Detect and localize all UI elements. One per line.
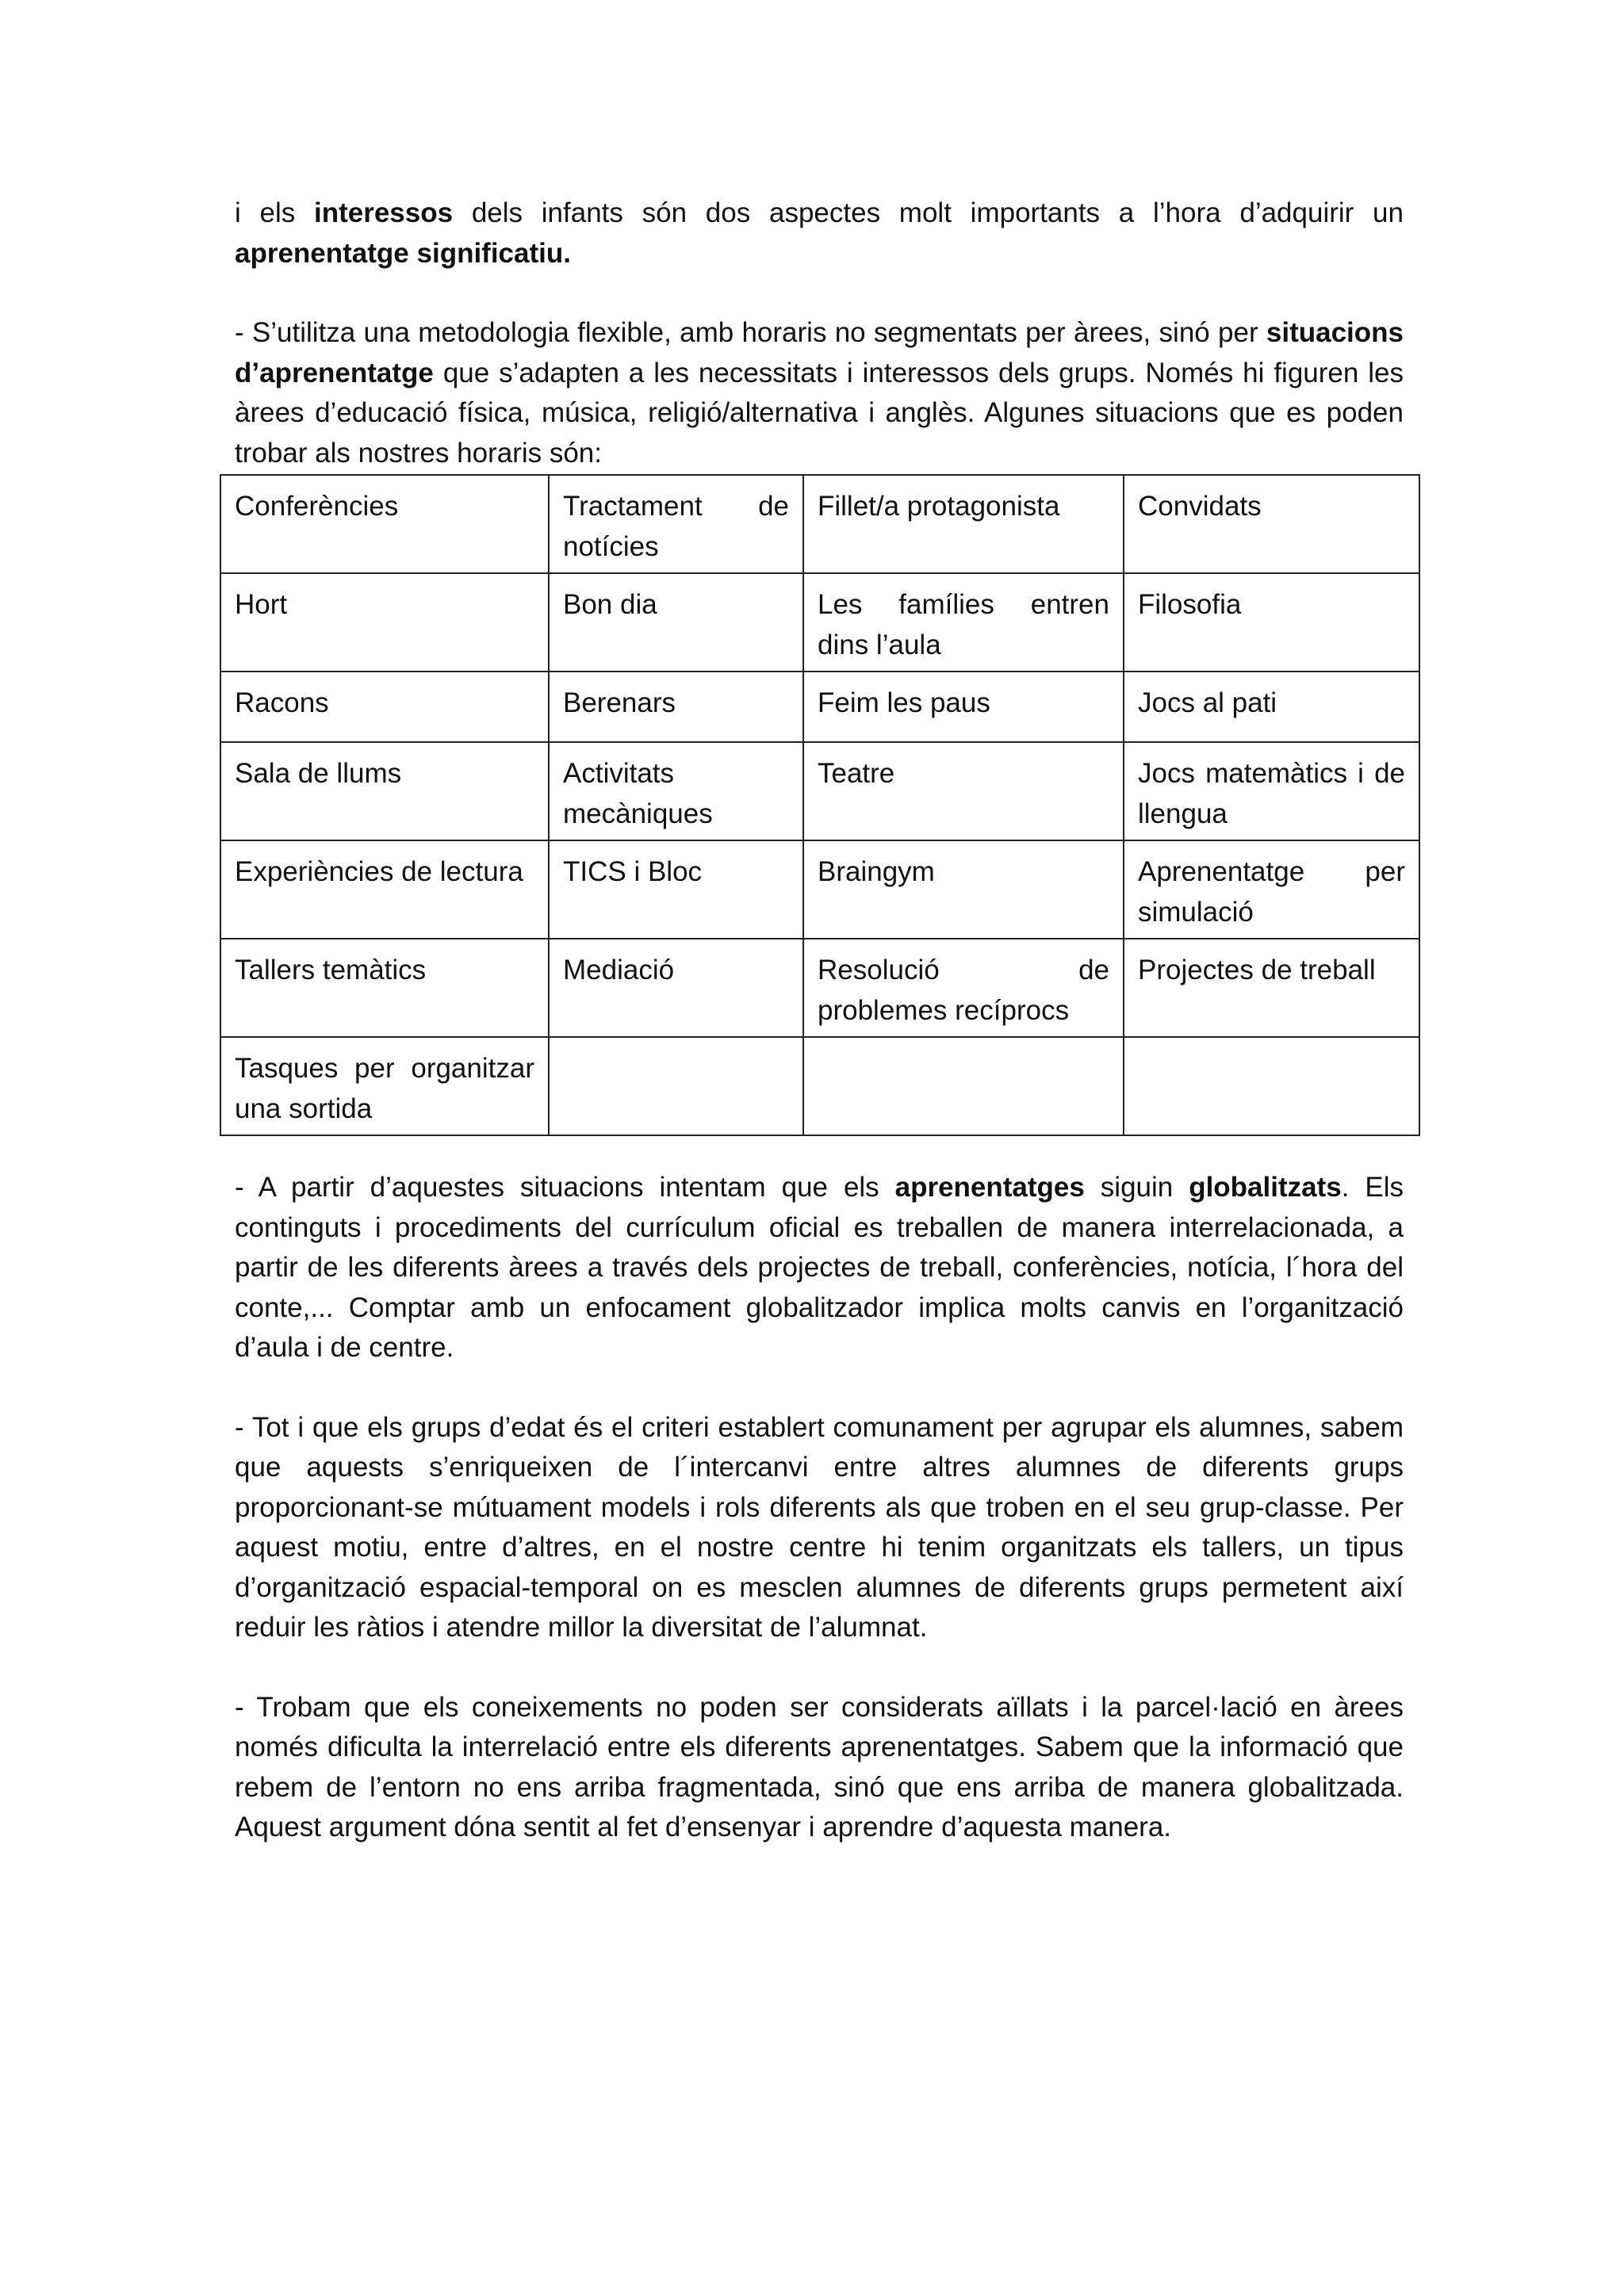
methodology-paragraph xyxy=(235,313,1404,473)
global-text-1: - A partir d’aquestes situacions intentam que els xyxy=(235,1172,895,1203)
table-cell: Sala de llums xyxy=(220,742,549,840)
table-cell: Conferències xyxy=(220,475,549,573)
groups-paragraph: - Tot i que els grups d’edat és el criteri establert comunament per agrupar els alumnes, sabem que aquests s’enriqueixen de l´intercanvi entre altres alumnes de diferents grups proporcionant-se mútuament models i rols diferents als que troben en el seu grup-classe. Per aquest motiu, entre d’altres, en el nostre centre hi tenim organitzats els tallers, un tipus d’organització espacial-temporal on es mesclen alumnes de diferents grups permetent així reduir les ràtios i atendre millor la diversitat de l’alumnat. xyxy=(235,1411,1404,1643)
table-cell: Fillet/a protagonista xyxy=(803,475,1124,573)
table-cell: Filosofia xyxy=(1124,573,1419,672)
global-text-2: siguin xyxy=(1084,1172,1189,1203)
table-cell xyxy=(1124,1037,1419,1135)
table-row xyxy=(220,1037,1419,1135)
methodology-text-1: - S’utilitza una metodologia flexible, amb horaris no segmentats per àrees, sinó per xyxy=(235,317,1266,348)
intro-bold-aprenentatge: aprenentatge significatiu. xyxy=(235,237,571,269)
intro-paragraph xyxy=(235,193,1404,274)
methodology-text-2: que s’adapten a les necessitats i interessos dels grups. Només hi figuren les àrees d’educació física, música, religió/alternativa i anglès. Algunes situacions que es poden trobar als nostres horaris són: xyxy=(235,357,1404,469)
table-cell: Teatre xyxy=(803,742,1124,840)
document-page xyxy=(235,193,1404,1848)
table-cell xyxy=(549,1037,803,1135)
intro-text-2: dels infants són dos aspectes molt importants a l’hora d’adquirir un xyxy=(453,197,1404,228)
table-cell xyxy=(803,1037,1124,1135)
table-cell: Les famílies entren dins l’aula xyxy=(803,573,1124,672)
table-row xyxy=(220,939,1419,1037)
global-text-3: . Els continguts i procediments del currículum oficial es treballen de manera interrelacionada, a partir de les diferents àrees a través dels projectes de treball, conferències, notícia, l´hora del conte,... Comptar amb un enfocament globalitzador implica molts canvis en l’organització d’aula i de centre. xyxy=(235,1172,1404,1363)
table-cell: Aprenentatge per simulació xyxy=(1124,840,1419,939)
table-cell: Tasques per organitzar una sortida xyxy=(220,1037,549,1135)
table-cell: Bon dia xyxy=(549,573,803,672)
methodology-bold: situacions d’aprenentatge xyxy=(235,317,1404,388)
table-row xyxy=(220,672,1419,742)
intro-bold-interessos: interessos xyxy=(314,197,454,228)
table-cell: Jocs al pati xyxy=(1124,672,1419,742)
table-cell: Hort xyxy=(220,573,549,672)
table-cell: TICS i Bloc xyxy=(549,840,803,939)
table-cell: Berenars xyxy=(549,672,803,742)
intro-text-1: i els xyxy=(235,197,314,228)
table-cell: Experiències de lectura xyxy=(220,840,549,939)
table-row xyxy=(220,840,1419,939)
table-cell: Tallers temàtics xyxy=(220,939,549,1037)
table-cell: Resolució de problemes recíprocs xyxy=(803,939,1124,1037)
table-cell: Jocs matemàtics i de llengua xyxy=(1124,742,1419,840)
table-row xyxy=(220,742,1419,840)
table-cell: Projectes de treball xyxy=(1124,939,1419,1037)
table-cell: Tractament de notícies xyxy=(549,475,803,573)
table-cell: Convidats xyxy=(1124,475,1419,573)
table-cell: Mediació xyxy=(549,939,803,1037)
global-bold-aprenentatges: aprenentatges xyxy=(894,1172,1085,1203)
table-cell: Braingym xyxy=(803,840,1124,939)
table-row xyxy=(220,573,1419,672)
global-bold-globalitzats: globalitzats xyxy=(1189,1172,1342,1203)
globalization-paragraph xyxy=(235,1168,1404,1368)
knowledge-paragraph: - Trobam que els coneixements no poden ser considerats aïllats i la parcel·lació en àrees només dificulta la interrelació entre els diferents aprenentatges. Sabem que la informació que rebem de l’entorn no ens arriba fragmentada, sinó que ens arriba de manera globalitzada. Aquest argument dóna sentit al fet d’ensenyar i aprendre d’aquesta manera. xyxy=(235,1691,1404,1843)
table-cell: Feim les paus xyxy=(803,672,1124,742)
situations-table xyxy=(220,474,1420,1136)
table-cell: Activitats mecàniques xyxy=(549,742,803,840)
table-row xyxy=(220,475,1419,573)
table-cell: Racons xyxy=(220,672,549,742)
